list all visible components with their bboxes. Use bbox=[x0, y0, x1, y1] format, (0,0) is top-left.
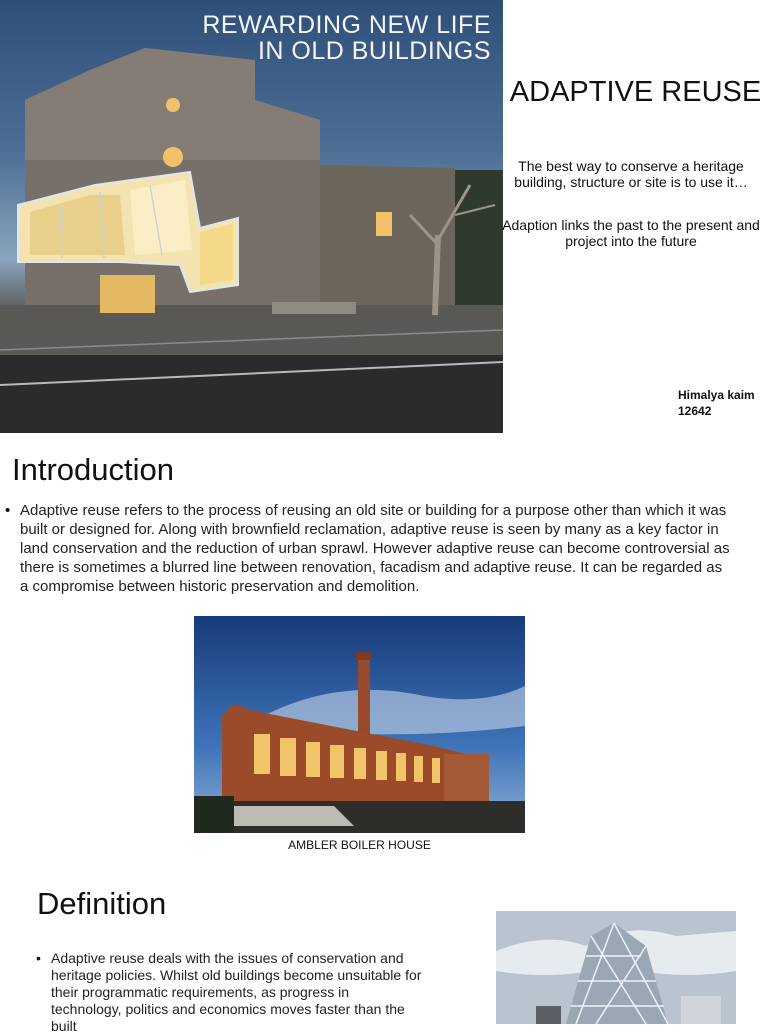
author-block bbox=[678, 387, 755, 419]
hero-caption bbox=[171, 12, 491, 64]
author-id: 12642 bbox=[678, 404, 712, 418]
bullet-icon: • bbox=[36, 950, 41, 966]
diagrid-tower-illustration bbox=[496, 911, 736, 1024]
introduction-body: Adaptive reuse refers to the process of reusing an old site or building for a purpose other than which it was built or designed for. Along with brownfield reclamation, adaptive reuse is seen by many as a key factor in land conservation and the reduction of urban sprawl. However adaptive reuse can become controversial as there is sometimes a blurred line between renovation, facadism and adaptive reuse. It can be regarded as a compromise between historic preservation and demolition. bbox=[20, 502, 730, 595]
ambler-image-caption: AMBLER BOILER HOUSE bbox=[288, 838, 431, 852]
glass-tower-photo bbox=[496, 911, 736, 1024]
slide-title-adaptive-reuse: ADAPTIVE REUSE bbox=[509, 76, 762, 108]
hero-caption-line-1: REWARDING NEW LIFE bbox=[202, 11, 491, 39]
ambler-boiler-house-photo bbox=[194, 616, 525, 833]
brick-factory-illustration bbox=[194, 616, 525, 833]
slide1-paragraph-1: The best way to conserve a heritage building, structure or site is to use it… bbox=[514, 158, 748, 190]
hero-caption-line-2: IN OLD BUILDINGS bbox=[257, 37, 491, 65]
definition-body: Adaptive reuse deals with the issues of conservation and heritage policies. Whilst old buildings become unsuitable for their programmatic requirements, as progress in technology, politics and economics moves faster than the built bbox=[51, 950, 422, 1034]
bullet-icon: • bbox=[5, 502, 11, 519]
slide-title-introduction: Introduction bbox=[12, 452, 174, 487]
hero-photo bbox=[0, 0, 503, 433]
slide1-paragraph-2: Adaption links the past to the present and project into the future bbox=[502, 217, 760, 249]
slide-title-definition: Definition bbox=[37, 886, 167, 921]
author-name: Himalya kaim bbox=[678, 388, 755, 402]
